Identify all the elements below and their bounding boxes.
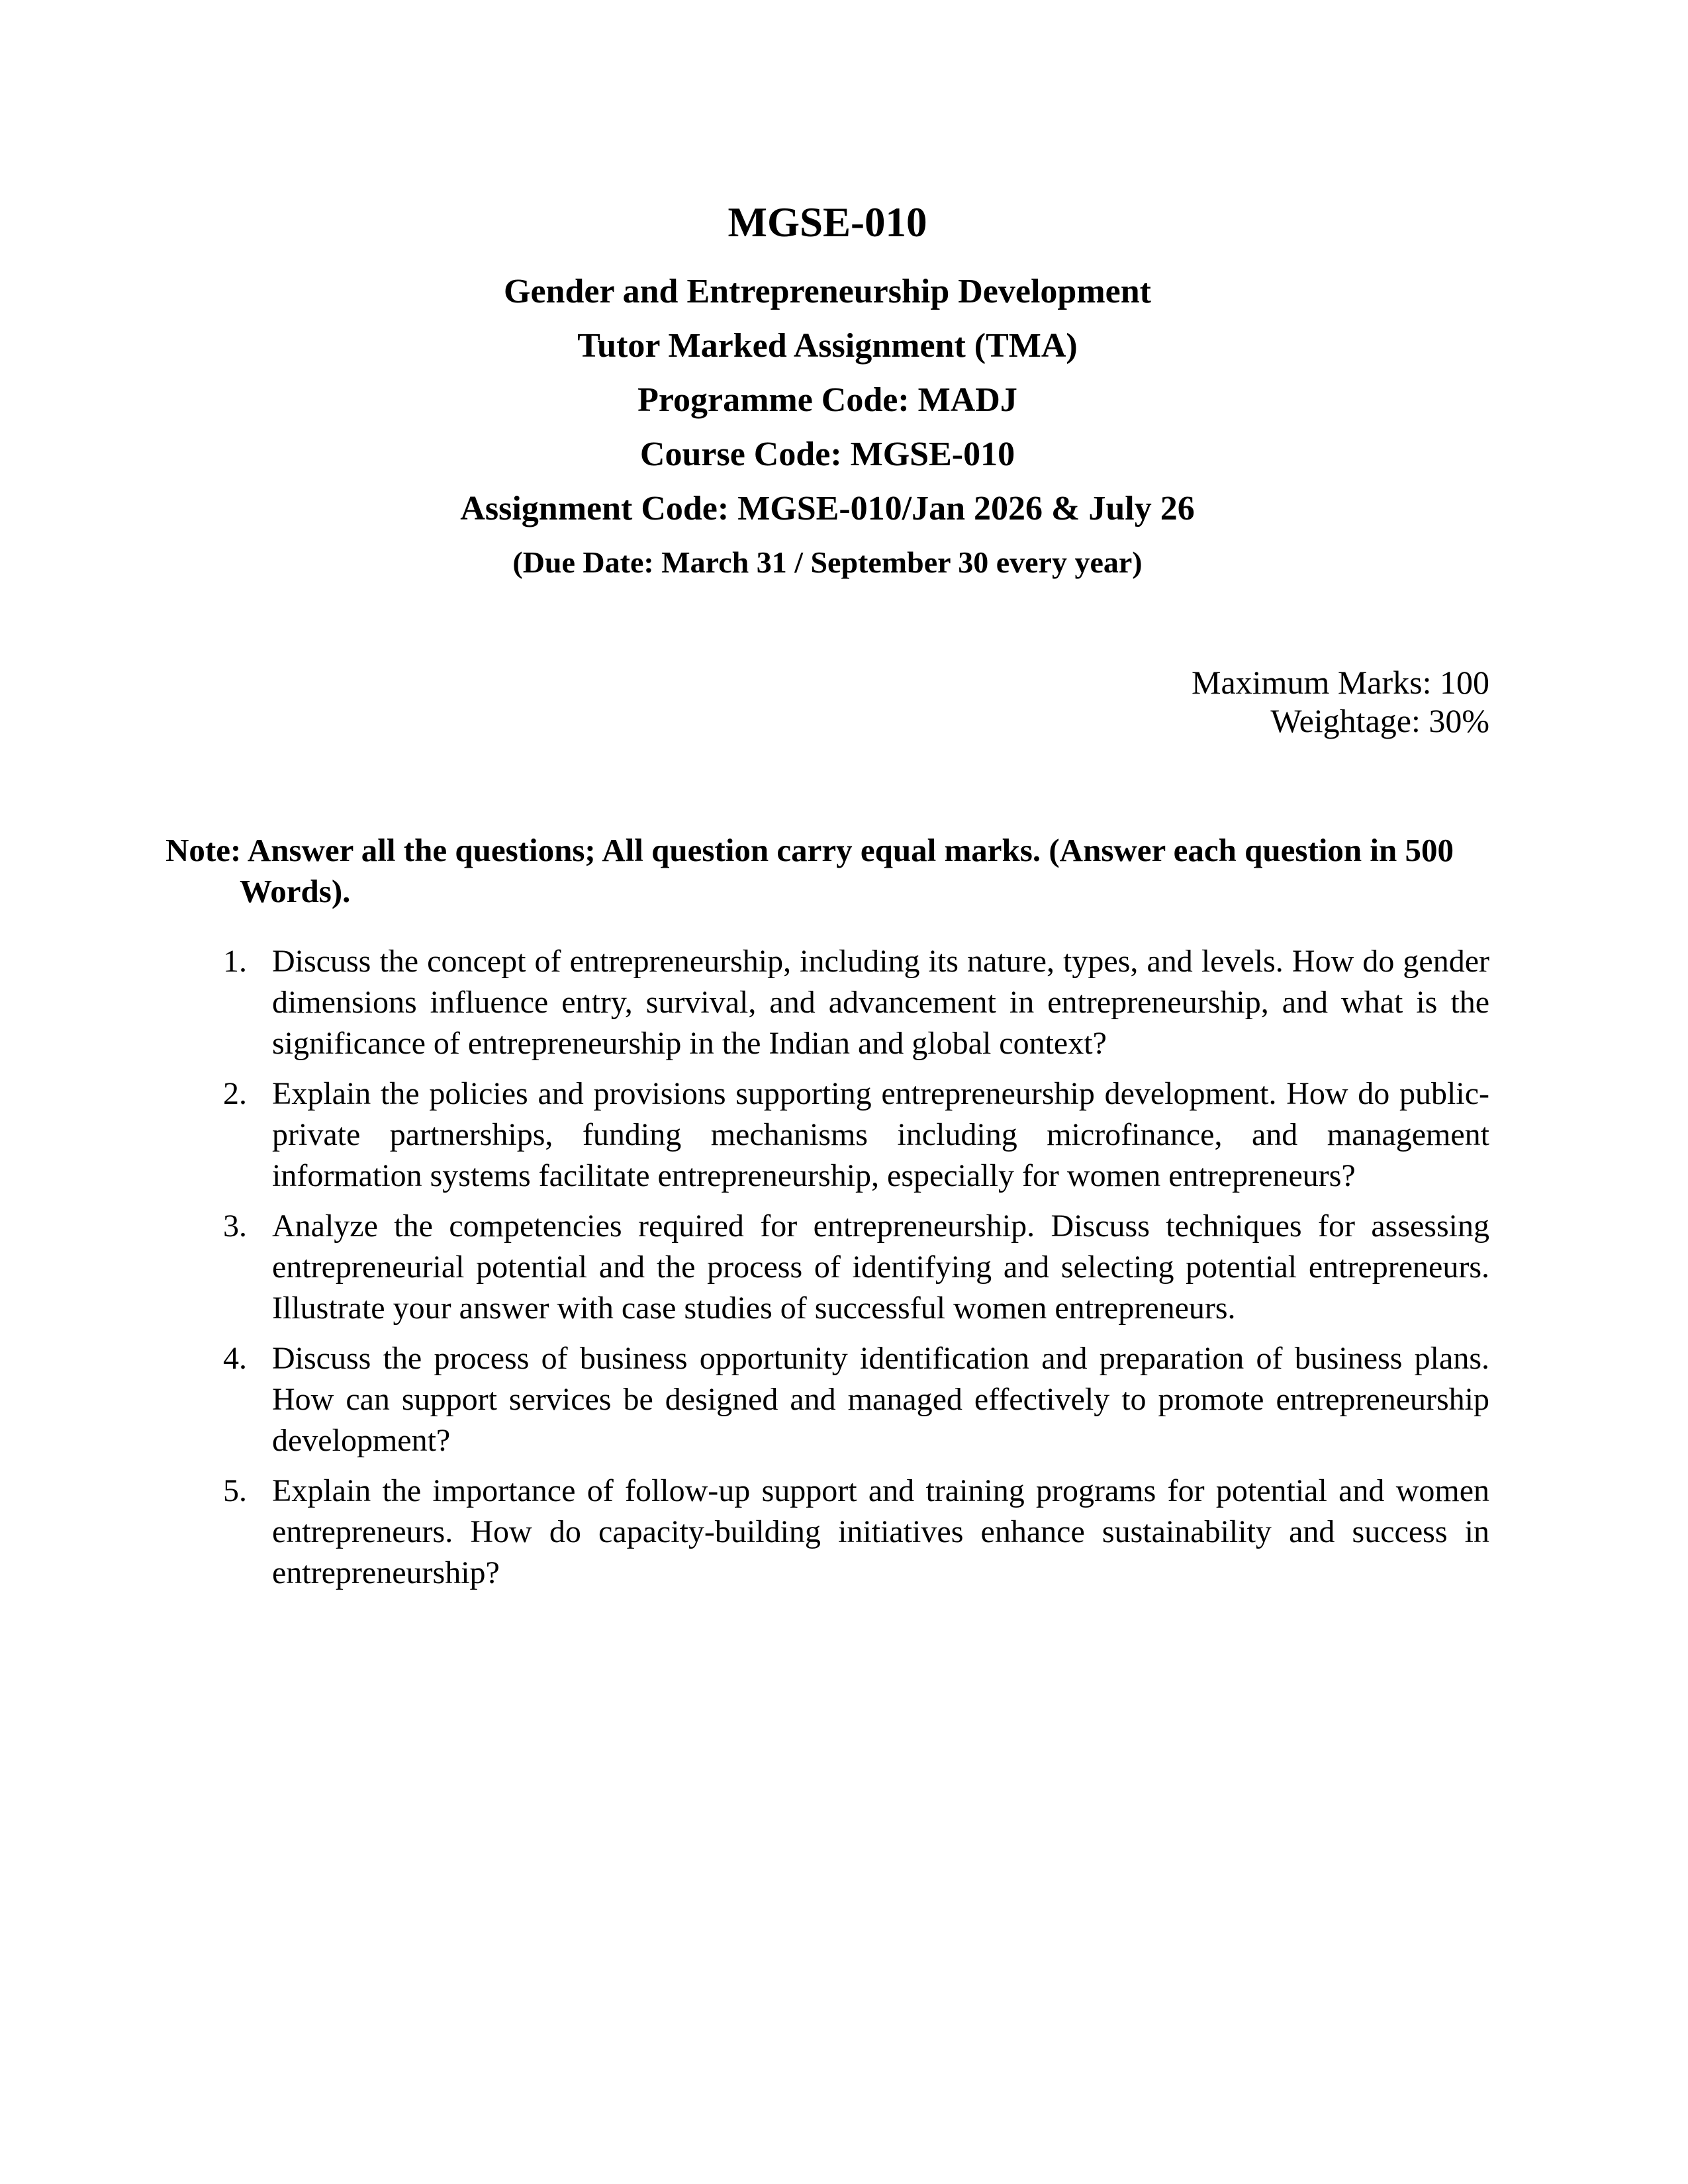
question-text: Discuss the concept of entrepreneurship, including its nature, types, and levels. How do gender dimensions influence entry, survival, and advancement in entrepreneurship, and what is the significance of entrepreneurship in the Indian and global context? [272,944,1489,1061]
question-number: 4. [223,1341,247,1376]
note-line-1: Note: Answer all the questions; All question carry equal marks. (Answer each question in 500 [165,832,1454,868]
maximum-marks-text: Maximum Marks: 100 [1192,664,1489,701]
question-text: Discuss the process of business opportunity identification and preparation of business plans. How can support services be designed and managed effectively to promote entrepreneurship development? [272,1341,1489,1458]
question-number: 3. [223,1208,247,1244]
question-item-2 [223,1073,1489,1197]
note-text [165,830,1489,912]
course-id-title: MGSE-010 [727,199,927,246]
question-text: Explain the policies and provisions supporting entrepreneurship development. How do public-private partnerships, funding mechanisms including microfinance, and management information systems facilitate entrepreneurship, especially for women entrepreneurs? [272,1076,1489,1193]
document-header [165,199,1489,589]
questions-list [165,941,1489,1594]
assignment-type-heading: Tutor Marked Assignment (TMA) [577,327,1078,365]
marks-block [165,663,1489,740]
question-item-4 [223,1338,1489,1461]
question-item-1 [223,941,1489,1064]
question-item-5 [223,1471,1489,1594]
programme-code-heading: Programme Code: MADJ [637,381,1017,419]
due-date-heading: (Due Date: March 31 / September 30 every year) [512,545,1143,579]
question-text: Analyze the competencies required for entrepreneurship. Discuss techniques for assessing entrepreneurial potential and the process of identifying and selecting potential entrepreneurs. Illustrate your answer with case studies of successful women entrepreneurs. [272,1208,1489,1326]
note-line-2: Words). [240,873,351,909]
assignment-code-heading: Assignment Code: MGSE-010/Jan 2026 & July 26 [460,490,1195,527]
weightage-text: Weightage: 30% [1270,702,1489,739]
question-item-3 [223,1206,1489,1329]
course-name-heading: Gender and Entrepreneurship Development [504,273,1151,310]
question-number: 1. [223,944,247,979]
question-number: 5. [223,1473,247,1508]
question-text: Explain the importance of follow-up support and training programs for potential and women entrepreneurs. How do capacity-building initiatives enhance sustainability and success in entrepreneurship? [272,1473,1489,1590]
course-code-heading: Course Code: MGSE-010 [639,435,1015,473]
question-number: 2. [223,1076,247,1111]
